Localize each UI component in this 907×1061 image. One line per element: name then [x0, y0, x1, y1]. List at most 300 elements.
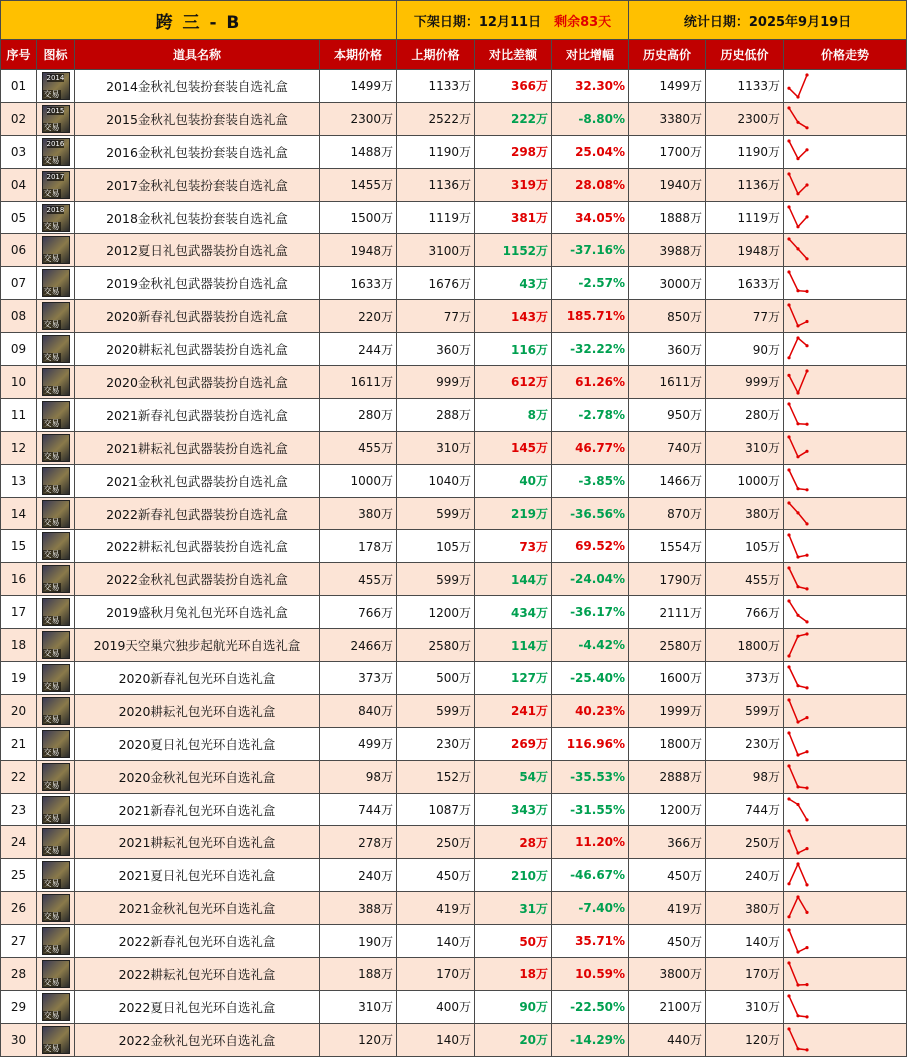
item-icon-cell	[37, 168, 75, 201]
price-change-pct: -3.85%	[552, 464, 629, 497]
trade-tag: 交易	[43, 977, 60, 987]
trend-sparkline	[784, 104, 814, 134]
historical-high: 1700万	[629, 135, 706, 168]
trend-point	[805, 522, 808, 525]
historical-low: 1190万	[706, 135, 784, 168]
trend-point	[787, 1027, 790, 1030]
trend-line	[789, 75, 807, 97]
table-row	[1, 464, 907, 497]
current-price: 98万	[320, 760, 397, 793]
row-number: 14	[1, 497, 37, 530]
row-number: 11	[1, 398, 37, 431]
price-diff: 343万	[475, 793, 552, 826]
price-trend	[784, 366, 907, 399]
trend-point	[805, 716, 808, 719]
previous-price: 599万	[397, 497, 475, 530]
trend-point	[796, 225, 799, 228]
trade-tag: 交易	[43, 649, 60, 659]
previous-price: 230万	[397, 727, 475, 760]
trend-point	[787, 435, 790, 438]
trade-tag: 交易	[43, 583, 60, 593]
historical-low: 77万	[706, 300, 784, 333]
price-change-pct: -32.22%	[552, 333, 629, 366]
table-row	[1, 760, 907, 793]
trend-point	[805, 620, 808, 623]
table-row	[1, 300, 907, 333]
historical-high: 440万	[629, 1023, 706, 1056]
trend-line	[789, 404, 807, 424]
price-trend	[784, 431, 907, 464]
trend-sparkline	[784, 268, 814, 298]
price-trend	[784, 859, 907, 892]
row-number: 03	[1, 135, 37, 168]
title-bar	[1, 1, 907, 40]
price-change-pct: 40.23%	[552, 694, 629, 727]
price-change-pct: -35.53%	[552, 760, 629, 793]
historical-high: 1611万	[629, 366, 706, 399]
current-price: 388万	[320, 892, 397, 925]
price-change-pct: 185.71%	[552, 300, 629, 333]
price-diff: 210万	[475, 859, 552, 892]
trade-tag: 交易	[43, 221, 60, 231]
table-row	[1, 201, 907, 234]
current-price: 1948万	[320, 234, 397, 267]
gift-box-icon	[42, 960, 70, 988]
price-change-pct: 116.96%	[552, 727, 629, 760]
trend-point	[796, 324, 799, 327]
price-change-pct: 34.05%	[552, 201, 629, 234]
previous-price: 3100万	[397, 234, 475, 267]
trend-point	[796, 511, 799, 514]
trend-point	[805, 258, 808, 261]
price-trend	[784, 234, 907, 267]
server-title: 跨 三 - B	[1, 1, 397, 40]
trend-point	[796, 487, 799, 490]
current-price: 278万	[320, 826, 397, 859]
trend-line	[789, 1029, 807, 1050]
current-price: 280万	[320, 398, 397, 431]
row-number: 15	[1, 530, 37, 563]
previous-price: 599万	[397, 694, 475, 727]
table-row	[1, 727, 907, 760]
historical-low: 766万	[706, 596, 784, 629]
price-trend	[784, 102, 907, 135]
trend-point	[805, 554, 808, 557]
table-row	[1, 793, 907, 826]
historical-high: 870万	[629, 497, 706, 530]
price-change-pct: -2.57%	[552, 267, 629, 300]
trend-line	[789, 766, 807, 788]
price-diff: 612万	[475, 366, 552, 399]
item-name: 2021新春礼包武器装扮自选礼盒	[75, 398, 320, 431]
price-diff: 319万	[475, 168, 552, 201]
gift-box-icon	[42, 204, 70, 232]
trade-tag: 交易	[43, 320, 60, 330]
trend-point	[796, 455, 799, 458]
table-row	[1, 859, 907, 892]
trend-line	[789, 174, 807, 194]
gift-box-icon	[42, 532, 70, 560]
item-name: 2020金秋礼包武器装扮自选礼盒	[75, 366, 320, 399]
historical-low: 250万	[706, 826, 784, 859]
historical-low: 1000万	[706, 464, 784, 497]
price-change-pct: 32.30%	[552, 70, 629, 103]
historical-high: 450万	[629, 859, 706, 892]
historical-high: 360万	[629, 333, 706, 366]
column-header-row	[1, 40, 907, 70]
historical-high: 2580万	[629, 629, 706, 662]
gift-box-icon	[42, 467, 70, 495]
price-change-pct: -7.40%	[552, 892, 629, 925]
item-name: 2022新春礼包武器装扮自选礼盒	[75, 497, 320, 530]
table-row	[1, 662, 907, 695]
historical-low: 380万	[706, 892, 784, 925]
gift-box-icon	[42, 171, 70, 199]
previous-price: 170万	[397, 958, 475, 991]
trend-line	[789, 733, 807, 755]
current-price: 1488万	[320, 135, 397, 168]
table-row	[1, 267, 907, 300]
trend-point	[796, 950, 799, 953]
gift-box-icon	[42, 664, 70, 692]
trend-point	[787, 402, 790, 405]
trend-point	[796, 1047, 799, 1050]
current-price: 840万	[320, 694, 397, 727]
trend-line	[789, 371, 807, 393]
trend-point	[796, 95, 799, 98]
trend-point	[787, 567, 790, 570]
row-number: 09	[1, 333, 37, 366]
row-number: 13	[1, 464, 37, 497]
price-diff: 18万	[475, 958, 552, 991]
price-diff: 20万	[475, 1023, 552, 1056]
price-trend	[784, 662, 907, 695]
trend-point	[805, 632, 808, 635]
historical-low: 744万	[706, 793, 784, 826]
historical-low: 310万	[706, 431, 784, 464]
trend-point	[796, 753, 799, 756]
trend-line	[789, 897, 807, 917]
historical-low: 98万	[706, 760, 784, 793]
trend-point	[796, 785, 799, 788]
price-change-pct: -31.55%	[552, 793, 629, 826]
table-row	[1, 629, 907, 662]
price-change-pct: -14.29%	[552, 1023, 629, 1056]
trend-point	[805, 847, 808, 850]
table-row	[1, 925, 907, 958]
item-icon-cell	[37, 892, 75, 925]
price-diff: 73万	[475, 530, 552, 563]
item-icon-cell	[37, 925, 75, 958]
historical-low: 599万	[706, 694, 784, 727]
trend-point	[796, 391, 799, 394]
table-row	[1, 530, 907, 563]
row-number: 12	[1, 431, 37, 464]
trade-tag: 交易	[43, 385, 60, 395]
trend-point	[787, 304, 790, 307]
item-name: 2022金秋礼包光环自选礼盒	[75, 1023, 320, 1056]
trade-tag: 交易	[43, 846, 60, 856]
trend-point	[796, 635, 799, 638]
item-icon-cell	[37, 201, 75, 234]
trade-tag: 交易	[43, 912, 60, 922]
gift-box-icon	[42, 828, 70, 856]
item-name: 2022夏日礼包光环自选礼盒	[75, 990, 320, 1023]
price-trend	[784, 925, 907, 958]
gift-box-icon	[42, 434, 70, 462]
current-price: 2300万	[320, 102, 397, 135]
item-name: 2020新春礼包武器装扮自选礼盒	[75, 300, 320, 333]
gift-box-icon	[42, 335, 70, 363]
item-icon-cell	[37, 694, 75, 727]
historical-high: 419万	[629, 892, 706, 925]
price-trend	[784, 168, 907, 201]
item-name: 2019天空巢穴独步起航光环自选礼盒	[75, 629, 320, 662]
table-row	[1, 694, 907, 727]
current-price: 190万	[320, 925, 397, 958]
trend-point	[805, 449, 808, 452]
gift-box-icon	[42, 598, 70, 626]
trade-tag: 交易	[43, 780, 60, 790]
price-trend	[784, 596, 907, 629]
trend-sparkline	[784, 959, 814, 989]
trade-tag: 交易	[43, 616, 60, 626]
item-name: 2020耕耘礼包光环自选礼盒	[75, 694, 320, 727]
historical-low: 2300万	[706, 102, 784, 135]
price-change-pct: -37.16%	[552, 234, 629, 267]
trend-sparkline	[784, 762, 814, 792]
row-number: 22	[1, 760, 37, 793]
trend-sparkline	[784, 203, 814, 233]
trend-sparkline	[784, 893, 814, 923]
row-number: 05	[1, 201, 37, 234]
price-trend	[784, 70, 907, 103]
item-name: 2015金秋礼包装扮套装自选礼盒	[75, 102, 320, 135]
row-number: 17	[1, 596, 37, 629]
col-header-trend: 价格走势	[784, 40, 907, 70]
previous-price: 500万	[397, 662, 475, 695]
row-number: 08	[1, 300, 37, 333]
col-header-high: 历史高价	[629, 40, 706, 70]
historical-high: 1200万	[629, 793, 706, 826]
item-name: 2016金秋礼包装扮套装自选礼盒	[75, 135, 320, 168]
trade-tag: 交易	[43, 484, 60, 494]
trend-point	[796, 983, 799, 986]
trend-point	[796, 802, 799, 805]
historical-low: 170万	[706, 958, 784, 991]
previous-price: 310万	[397, 431, 475, 464]
trend-point	[796, 1014, 799, 1017]
trade-tag: 交易	[43, 1043, 60, 1053]
price-change-pct: 69.52%	[552, 530, 629, 563]
table-row	[1, 102, 907, 135]
trend-sparkline	[784, 992, 814, 1022]
historical-low: 230万	[706, 727, 784, 760]
trend-point	[796, 157, 799, 160]
trade-tag: 交易	[43, 714, 60, 724]
trend-sparkline	[784, 630, 814, 660]
price-diff: 381万	[475, 201, 552, 234]
trend-sparkline	[784, 860, 814, 890]
previous-price: 140万	[397, 925, 475, 958]
price-trend	[784, 990, 907, 1023]
trend-sparkline	[784, 663, 814, 693]
trade-tag: 交易	[43, 89, 60, 99]
previous-price: 77万	[397, 300, 475, 333]
trend-line	[789, 864, 807, 885]
trend-point	[805, 215, 808, 218]
price-trend	[784, 629, 907, 662]
price-change-pct: -22.50%	[552, 990, 629, 1023]
row-number: 02	[1, 102, 37, 135]
trend-point	[787, 271, 790, 274]
trend-sparkline	[784, 597, 814, 627]
col-header-icon: 图标	[37, 40, 75, 70]
price-diff: 298万	[475, 135, 552, 168]
historical-low: 120万	[706, 1023, 784, 1056]
price-diff: 28万	[475, 826, 552, 859]
gift-box-icon	[42, 236, 70, 264]
trend-point	[805, 1048, 808, 1051]
previous-price: 400万	[397, 990, 475, 1023]
trend-sparkline	[784, 1025, 814, 1055]
price-change-pct: -4.42%	[552, 629, 629, 662]
trend-line	[789, 930, 807, 952]
current-price: 188万	[320, 958, 397, 991]
col-header-name: 道具名称	[75, 40, 320, 70]
previous-price: 1133万	[397, 70, 475, 103]
row-number: 27	[1, 925, 37, 958]
current-price: 1000万	[320, 464, 397, 497]
trend-line	[789, 535, 807, 557]
historical-high: 950万	[629, 398, 706, 431]
gift-box-icon	[42, 105, 70, 133]
gift-box-icon	[42, 993, 70, 1021]
historical-high: 3380万	[629, 102, 706, 135]
trend-line	[789, 305, 807, 326]
trend-line	[789, 963, 807, 985]
price-trend	[784, 694, 907, 727]
item-name: 2020金秋礼包光环自选礼盒	[75, 760, 320, 793]
price-trend	[784, 300, 907, 333]
table-row	[1, 398, 907, 431]
historical-high: 3988万	[629, 234, 706, 267]
price-change-pct: -36.17%	[552, 596, 629, 629]
previous-price: 1040万	[397, 464, 475, 497]
historical-high: 1888万	[629, 201, 706, 234]
col-header-no: 序号	[1, 40, 37, 70]
table-row	[1, 892, 907, 925]
trend-point	[787, 468, 790, 471]
row-number: 04	[1, 168, 37, 201]
historical-high: 1554万	[629, 530, 706, 563]
historical-high: 1800万	[629, 727, 706, 760]
trend-point	[805, 183, 808, 186]
trend-line	[789, 141, 807, 159]
table-row	[1, 990, 907, 1023]
price-change-pct: -2.78%	[552, 398, 629, 431]
trade-tag: 交易	[43, 287, 60, 297]
row-number: 07	[1, 267, 37, 300]
trend-sparkline	[784, 170, 814, 200]
item-icon-cell	[37, 135, 75, 168]
historical-high: 1499万	[629, 70, 706, 103]
current-price: 310万	[320, 990, 397, 1023]
table-row	[1, 826, 907, 859]
row-number: 24	[1, 826, 37, 859]
offline-label: 下架日期：12月11日	[413, 14, 542, 30]
price-trend	[784, 563, 907, 596]
item-icon-cell	[37, 596, 75, 629]
trend-line	[789, 996, 807, 1017]
historical-high: 1790万	[629, 563, 706, 596]
gift-box-icon	[42, 368, 70, 396]
table-row	[1, 958, 907, 991]
trend-point	[805, 946, 808, 949]
gift-box-icon	[42, 302, 70, 330]
trend-sparkline	[784, 367, 814, 397]
price-trend	[784, 958, 907, 991]
price-diff: 144万	[475, 563, 552, 596]
trend-line	[789, 799, 807, 820]
item-name: 2022耕耘礼包武器装扮自选礼盒	[75, 530, 320, 563]
price-diff: 114万	[475, 629, 552, 662]
price-change-pct: 46.77%	[552, 431, 629, 464]
historical-low: 1136万	[706, 168, 784, 201]
trade-tag: 交易	[43, 188, 60, 198]
previous-price: 599万	[397, 563, 475, 596]
trend-point	[796, 720, 799, 723]
row-number: 21	[1, 727, 37, 760]
current-price: 1611万	[320, 366, 397, 399]
price-change-pct: -46.67%	[552, 859, 629, 892]
icon-year: 2018	[46, 205, 65, 214]
item-icon-cell	[37, 629, 75, 662]
trend-sparkline	[784, 926, 814, 956]
trend-line	[789, 601, 807, 622]
table-row	[1, 431, 907, 464]
historical-high: 3800万	[629, 958, 706, 991]
trend-point	[805, 884, 808, 887]
historical-high: 1940万	[629, 168, 706, 201]
stat-date: 统计日期：2025年9月19日	[629, 1, 907, 40]
trend-point	[805, 148, 808, 151]
trend-point	[805, 344, 808, 347]
price-trend	[784, 201, 907, 234]
trend-sparkline	[784, 400, 814, 430]
trend-point	[805, 818, 808, 821]
item-name: 2014金秋礼包装扮套装自选礼盒	[75, 70, 320, 103]
price-trend	[784, 464, 907, 497]
historical-low: 373万	[706, 662, 784, 695]
item-icon-cell	[37, 530, 75, 563]
historical-low: 380万	[706, 497, 784, 530]
trend-point	[796, 852, 799, 855]
price-diff: 366万	[475, 70, 552, 103]
price-diff: 116万	[475, 333, 552, 366]
item-name: 2019盛秋月兔礼包光环自选礼盒	[75, 596, 320, 629]
price-diff: 1152万	[475, 234, 552, 267]
current-price: 240万	[320, 859, 397, 892]
item-icon-cell	[37, 793, 75, 826]
price-diff: 54万	[475, 760, 552, 793]
gift-box-icon	[42, 730, 70, 758]
price-diff: 222万	[475, 102, 552, 135]
previous-price: 450万	[397, 859, 475, 892]
historical-high: 850万	[629, 300, 706, 333]
previous-price: 152万	[397, 760, 475, 793]
table-row	[1, 497, 907, 530]
